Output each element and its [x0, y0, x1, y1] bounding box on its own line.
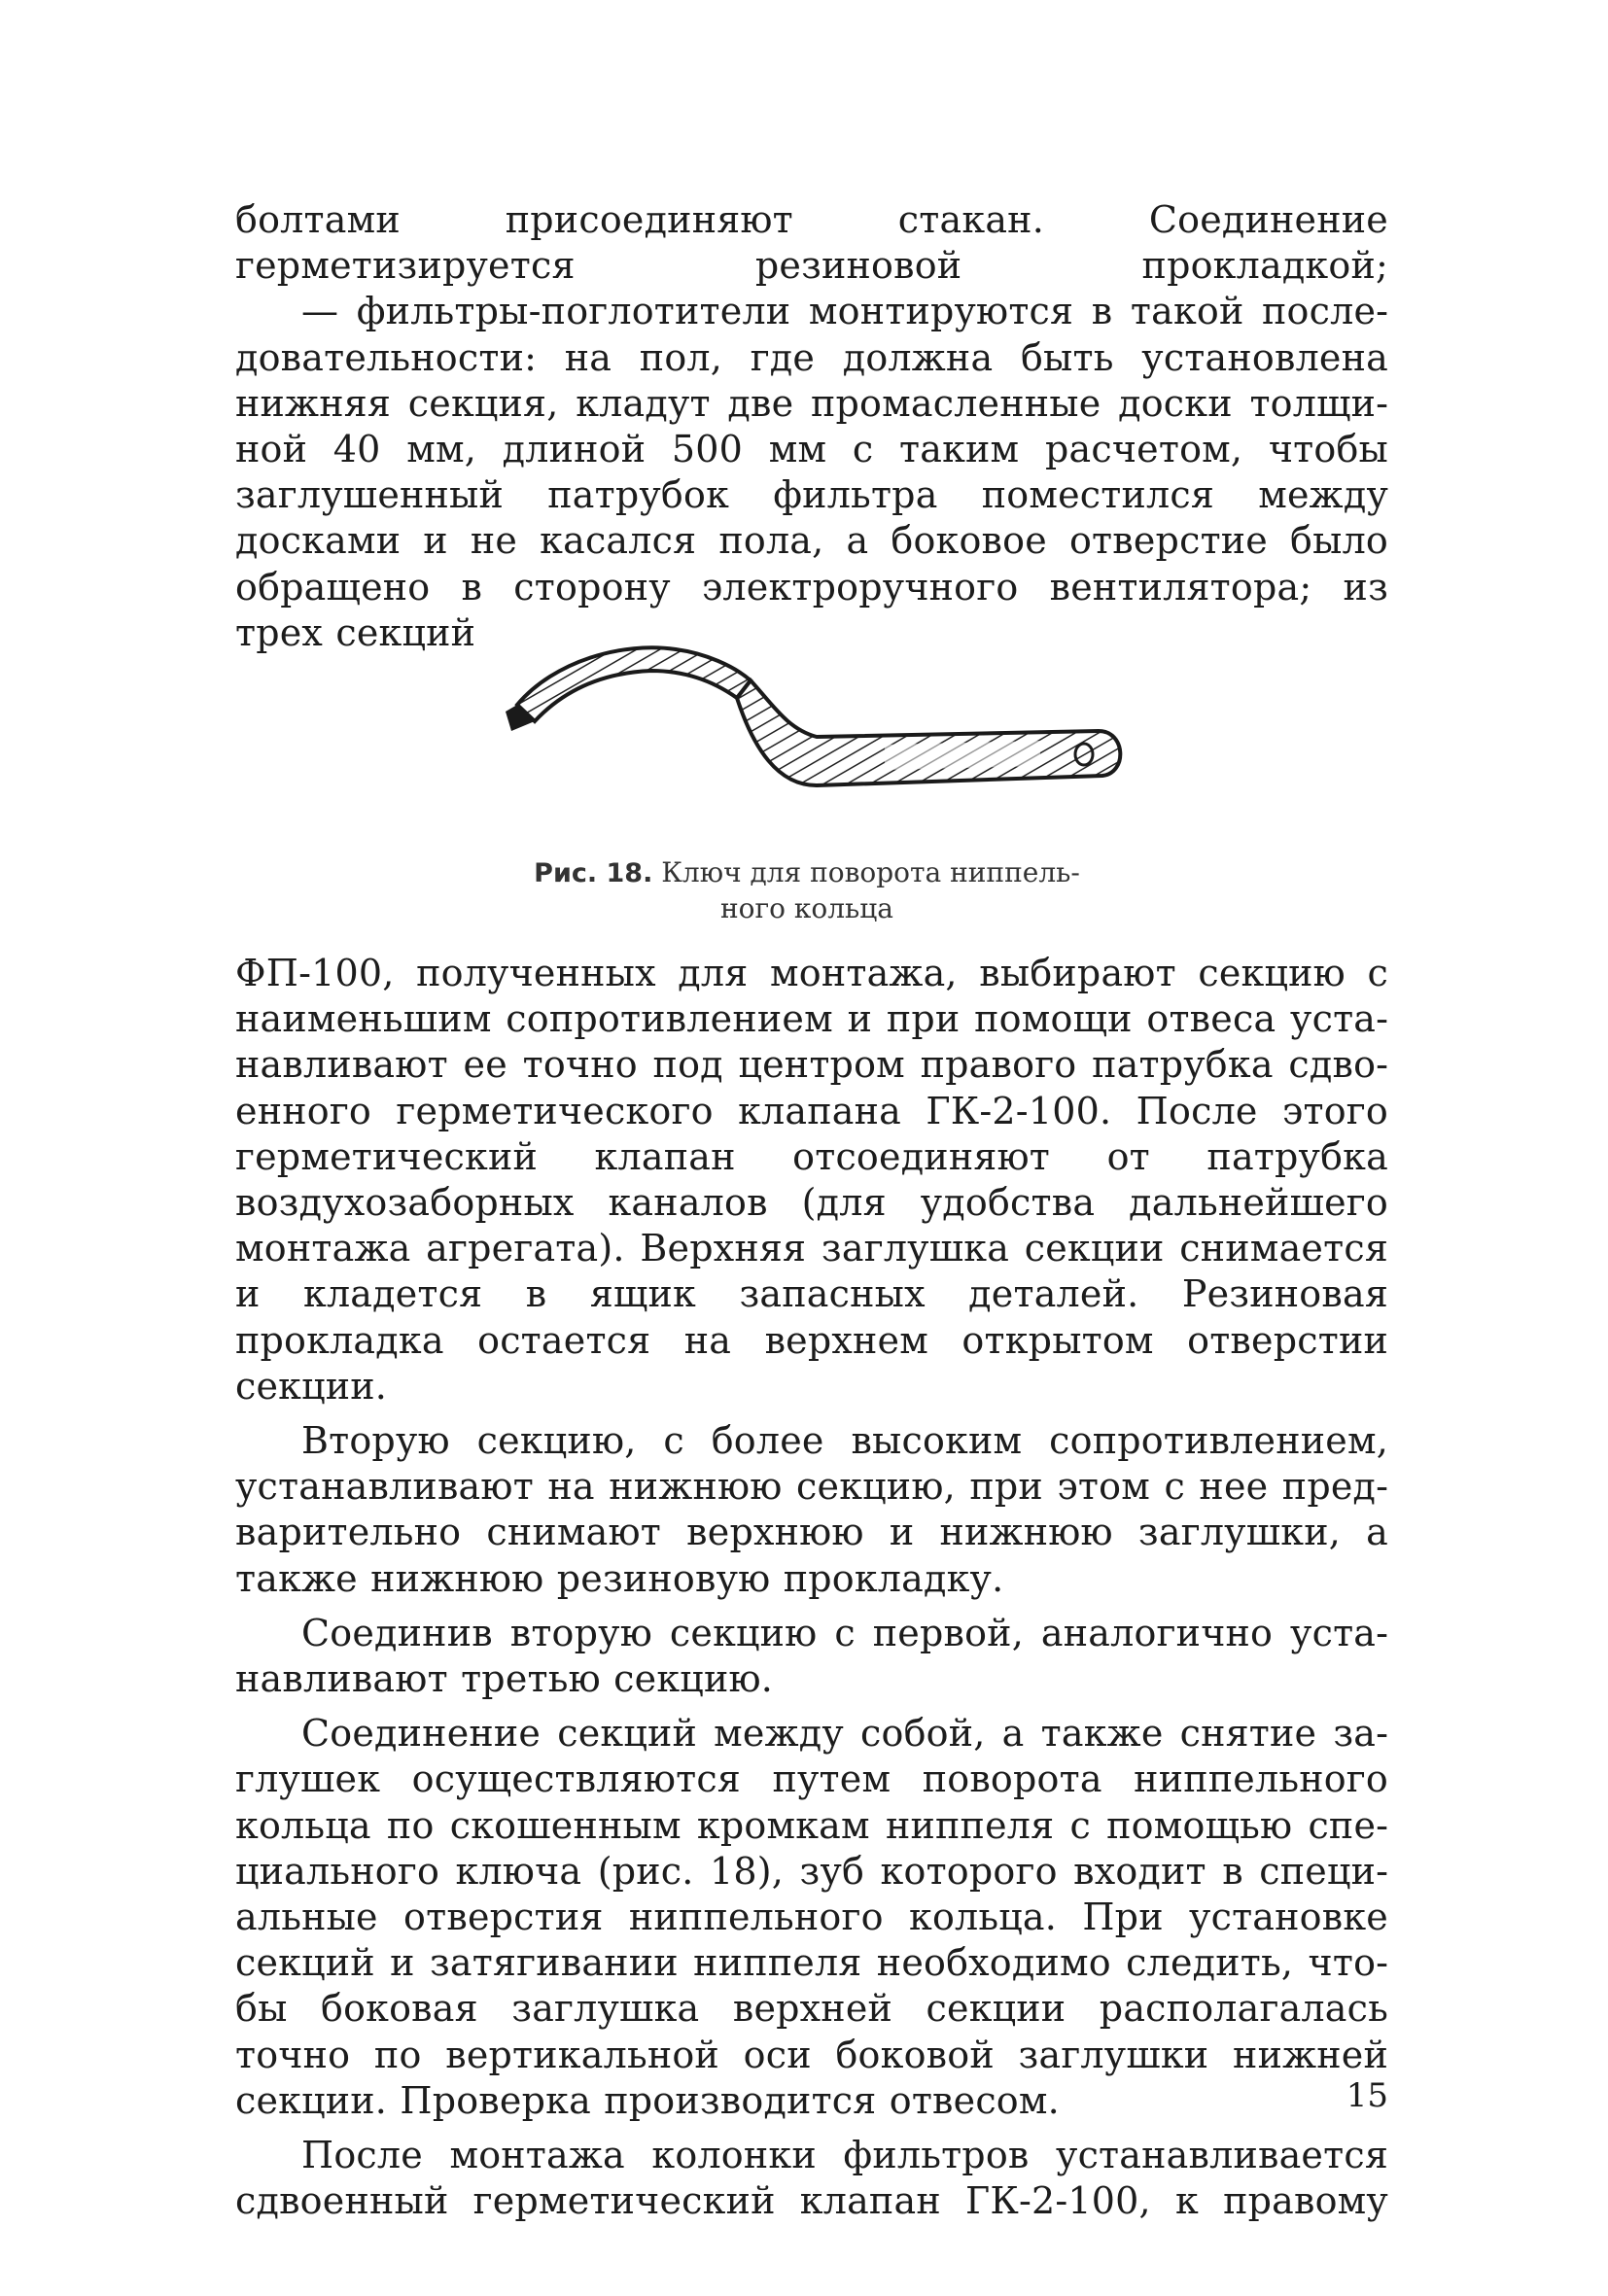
figure-hook-wrench — [496, 622, 1137, 817]
paragraph-section-connection: Соединение секций между собой, а также снятие заглушек осуществляются путем поворота ниппельного кольца по скошенным кромкам ниппеля с помощью специального ключа (рис. 18), зуб которого входит в специальные отверстия ниппельного кольца. При установке секций и затягивании ниппеля необходимо следить, чтобы боковая заглушка верхней секции располагалась точно по вертикальной оси боковой заглушки нижней секции. Проверка производится отвесом. — [235, 1712, 1388, 2122]
hook-wrench-illustration — [496, 622, 1137, 817]
figure-label: Рис. 18. — [534, 858, 653, 888]
paragraph-valve-installation: После монтажа колонки фильтров устанавливается сдвоенный герметический клапан ГК-2-100, к правому — [235, 2134, 1388, 2223]
text-block-bottom — [235, 951, 1388, 2224]
caption-line-1: Ключ для поворота ниппель- — [661, 856, 1080, 888]
page-number: 15 — [1346, 2076, 1388, 2115]
caption-line-2: ного кольца — [719, 892, 894, 924]
paragraph-continuation: болтами присоединяют стакан. Соединение герметизируется резиновой прокладкой; — [235, 198, 1388, 288]
paragraph-second-section: Вторую секцию, с более высоким сопротивлением, устанавливают на нижнюю секцию, при этом с нее предварительно снимают верхнюю и нижнюю заглушки, а также нижнюю резиновую прокладку. — [235, 1419, 1388, 1600]
paragraph-third-section: Соединив вторую секцию с первой, аналогично устанавливают третью секцию. — [235, 1611, 1388, 1701]
paragraph-section-selection: ФП-100, полученных для монтажа, выбирают секцию с наименьшим сопротивлением и при помощи отвеса устанавливают ее точно под центром правого патрубка сдвоенного герметического клапана ГК-2-100. После этого герметический клапан отсоединяют от патрубка воздухозаборных каналов (для удобства дальнейшего монтажа агрегата). Верхняя заглушка секции снимается и кладется в ящик запасных деталей. Резиновая прокладка остается на верхнем открытом отверстии секции. — [235, 952, 1388, 1408]
text-block-top — [235, 197, 1388, 656]
paragraph-filter-mounting: — фильтры-поглотители монтируются в такой последовательности: на пол, где должна быть установлена нижняя секция, кладут две промасленные доски толщиной 40 мм, длиной 500 мм с таким расчетом, чтобы заглушенный патрубок фильтра поместился между досками и не касался пола, а боковое отверстие было обращено в сторону электроручного вентилятора; из трех секций — [235, 290, 1388, 654]
figure-caption — [428, 855, 1186, 926]
